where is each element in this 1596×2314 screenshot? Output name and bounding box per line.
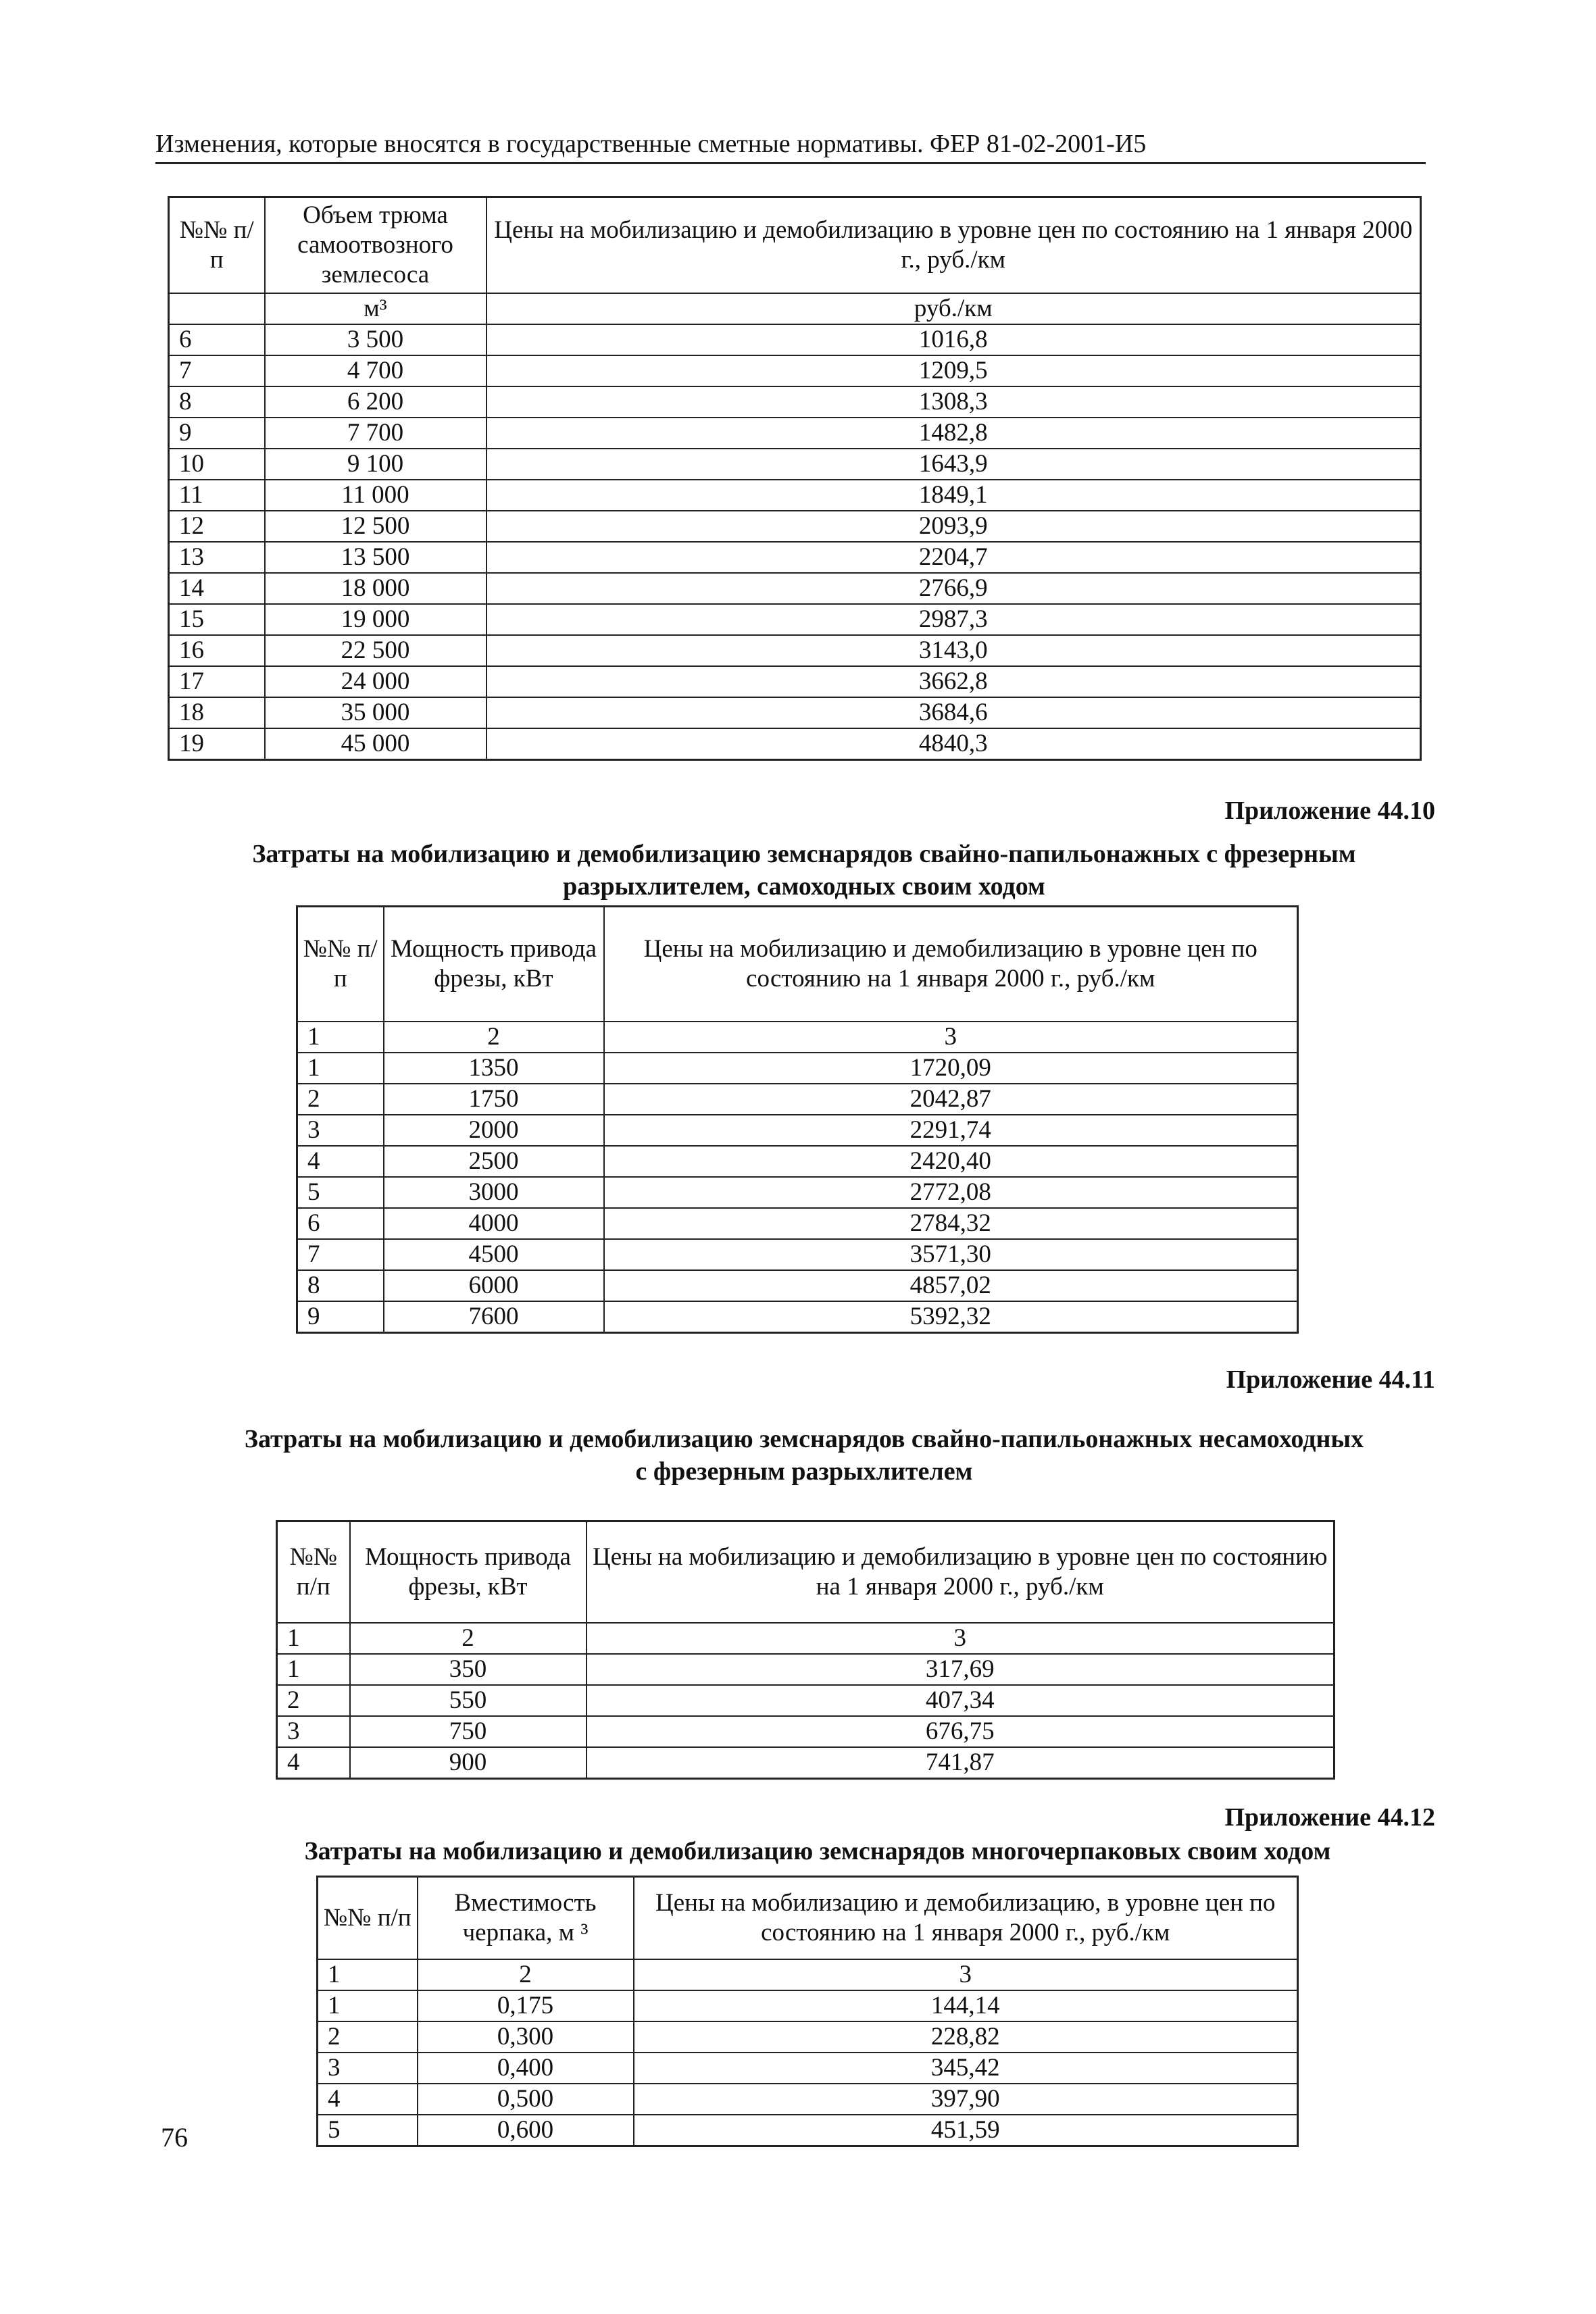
header-num: №№ п/п (169, 197, 265, 293)
cell-num: 13 (169, 542, 265, 573)
cell-num: 5 (318, 2115, 418, 2146)
cell-param: 7 700 (265, 418, 487, 449)
cell-param: 0,300 (418, 2021, 634, 2053)
header-price: Цены на мобилизацию и демобилизацию в уровне цен по состоянию на 1 января 2000 г., руб./км (487, 197, 1421, 293)
cell-param: 550 (350, 1685, 587, 1716)
header-num: №№ п/п (277, 1521, 350, 1623)
table3-body (277, 1654, 1335, 1779)
cell-num: 1 (277, 1654, 350, 1685)
cell-param: 2 (350, 1623, 587, 1654)
cell-num: 18 (169, 697, 265, 728)
cell-num: 7 (297, 1239, 384, 1270)
cell-price: 317,69 (587, 1654, 1335, 1685)
cell-price: 345,42 (634, 2053, 1298, 2084)
cell-param: 1750 (384, 1084, 604, 1115)
cell-price: 2784,32 (604, 1208, 1298, 1239)
cell-param: 1350 (384, 1053, 604, 1084)
header-num: №№ п/п (297, 907, 384, 1022)
cell-price: 1016,8 (487, 324, 1421, 355)
cell-price: 2766,9 (487, 573, 1421, 604)
cell-price: 3662,8 (487, 666, 1421, 697)
table-row (169, 666, 1421, 697)
cell-param: 0,175 (418, 1990, 634, 2021)
appendix-44-11: Приложение 44.11 (1226, 1365, 1435, 1394)
cell-param: 2 (384, 1022, 604, 1053)
cell-num: 10 (169, 449, 265, 480)
page-number: 76 (161, 2122, 188, 2153)
cell-price: 3143,0 (487, 635, 1421, 666)
table-row (297, 1239, 1298, 1270)
title-44-11-line1: Затраты на мобилизацию и демобилизацию земснарядов свайно-папильонажных несамоходных (244, 1425, 1364, 1453)
cell-num: 17 (169, 666, 265, 697)
table-cutter-self-propelled (296, 905, 1299, 1334)
cell-num: 11 (169, 480, 265, 511)
cell-num: 3 (277, 1716, 350, 1747)
table-row (297, 1053, 1298, 1084)
table-row (318, 2053, 1298, 2084)
table-row (169, 418, 1421, 449)
cell-param: 7600 (384, 1301, 604, 1333)
cell-price: 2772,08 (604, 1177, 1298, 1208)
cell-price: 2204,7 (487, 542, 1421, 573)
cell-param: 3000 (384, 1177, 604, 1208)
title-44-11-line2: с фрезерным разрыхлителем (635, 1457, 973, 1486)
header-price: Цены на мобилизацию и демобилизацию, в уровне цен по состоянию на 1 января 2000 г., руб./км (634, 1877, 1298, 1959)
cell-num: 14 (169, 573, 265, 604)
cell-param: 0,600 (418, 2115, 634, 2146)
cell-price: 4857,02 (604, 1270, 1298, 1301)
cell-price: 2987,3 (487, 604, 1421, 635)
table-row (169, 355, 1421, 386)
header-volume: Объем трюма самоотвозного землесоса (265, 197, 487, 293)
header-price: Цены на мобилизацию и демобилизацию в уровне цен по состоянию на 1 января 2000 г., руб./км (604, 907, 1298, 1022)
cell-price: 3684,6 (487, 697, 1421, 728)
cell-num: 4 (318, 2084, 418, 2115)
title-44-12: Затраты на мобилизацию и демобилизацию земснарядов многочерпаковых своим ходом (304, 1837, 1331, 1865)
cell-param: 2500 (384, 1146, 604, 1177)
table-row (297, 1208, 1298, 1239)
table4-body (318, 1990, 1298, 2146)
cell-num: 3 (297, 1115, 384, 1146)
cell-num: 2 (297, 1084, 384, 1115)
cell-param: 350 (350, 1654, 587, 1685)
cell-param: 2 (418, 1959, 634, 1990)
cell-price: 3 (587, 1623, 1335, 1654)
cell-price: 4840,3 (487, 728, 1421, 760)
table-row (169, 511, 1421, 542)
cell-param: 11 000 (265, 480, 487, 511)
cell-num: 2 (318, 2021, 418, 2053)
column-index-row (318, 1959, 1298, 1990)
cell-price: 1209,5 (487, 355, 1421, 386)
table-row (169, 728, 1421, 760)
cell-num: 7 (169, 355, 265, 386)
cell-num: 16 (169, 635, 265, 666)
header-volume-unit: м³ (265, 293, 487, 324)
cell-param: 19 000 (265, 604, 487, 635)
cell-num: 9 (169, 418, 265, 449)
cell-param: 45 000 (265, 728, 487, 760)
cell-param: 24 000 (265, 666, 487, 697)
cell-param: 4 700 (265, 355, 487, 386)
cell-param: 6 200 (265, 386, 487, 418)
cell-price: 228,82 (634, 2021, 1298, 2053)
cell-price: 144,14 (634, 1990, 1298, 2021)
cell-num: 4 (297, 1146, 384, 1177)
table-row (169, 635, 1421, 666)
cell-price: 407,34 (587, 1685, 1335, 1716)
cell-price: 1720,09 (604, 1053, 1298, 1084)
cell-param: 35 000 (265, 697, 487, 728)
header-num-blank (169, 293, 265, 324)
table-row (297, 1301, 1298, 1333)
cell-price: 2042,87 (604, 1084, 1298, 1115)
cell-price: 1849,1 (487, 480, 1421, 511)
cell-param: 18 000 (265, 573, 487, 604)
table-row (318, 2021, 1298, 2053)
cell-param: 2000 (384, 1115, 604, 1146)
table-row (318, 2084, 1298, 2115)
table-row (277, 1685, 1335, 1716)
cell-param: 9 100 (265, 449, 487, 480)
cell-num: 3 (318, 2053, 418, 2084)
cell-param: 13 500 (265, 542, 487, 573)
cell-num: 1 (318, 1959, 418, 1990)
cell-price: 2420,40 (604, 1146, 1298, 1177)
cell-param: 750 (350, 1716, 587, 1747)
cell-num: 8 (169, 386, 265, 418)
cell-param: 12 500 (265, 511, 487, 542)
table-row (297, 1084, 1298, 1115)
cell-num: 9 (297, 1301, 384, 1333)
cell-num: 8 (297, 1270, 384, 1301)
table-row (318, 2115, 1298, 2146)
cell-num: 15 (169, 604, 265, 635)
table-bucket-dredger (316, 1876, 1299, 2147)
table-dredger-volume (168, 196, 1422, 761)
cell-num: 6 (297, 1208, 384, 1239)
table-row (169, 604, 1421, 635)
cell-num: 4 (277, 1747, 350, 1779)
table-row (318, 1990, 1298, 2021)
cell-param: 4500 (384, 1239, 604, 1270)
table4-index-row (318, 1959, 1298, 1990)
cell-price: 741,87 (587, 1747, 1335, 1779)
cell-price: 1308,3 (487, 386, 1421, 418)
table-row (297, 1146, 1298, 1177)
cell-param: 900 (350, 1747, 587, 1779)
header-power: Мощность привода фрезы, кВт (350, 1521, 587, 1623)
cell-price: 1643,9 (487, 449, 1421, 480)
cell-param: 0,400 (418, 2053, 634, 2084)
cell-num: 1 (318, 1990, 418, 2021)
cell-param: 0,500 (418, 2084, 634, 2115)
table-row (169, 542, 1421, 573)
table-row (277, 1654, 1335, 1685)
cell-param: 6000 (384, 1270, 604, 1301)
table-row (277, 1716, 1335, 1747)
header-num: №№ п/п (318, 1877, 418, 1959)
cell-num: 1 (297, 1022, 384, 1053)
table1-body (169, 324, 1421, 760)
cell-num: 12 (169, 511, 265, 542)
header-power: Мощность привода фрезы, кВт (384, 907, 604, 1022)
cell-price: 2291,74 (604, 1115, 1298, 1146)
cell-price: 2093,9 (487, 511, 1421, 542)
cell-num: 2 (277, 1685, 350, 1716)
table-row (169, 573, 1421, 604)
table-row (169, 386, 1421, 418)
cell-num: 5 (297, 1177, 384, 1208)
cell-price: 3 (634, 1959, 1298, 1990)
header-price: Цены на мобилизацию и демобилизацию в уровне цен по состоянию на 1 января 2000 г., руб./км (587, 1521, 1335, 1623)
cell-price: 1482,8 (487, 418, 1421, 449)
header-capacity: Вместимость черпака, м ³ (418, 1877, 634, 1959)
table-row (169, 449, 1421, 480)
cell-price: 397,90 (634, 2084, 1298, 2115)
table3-index-row (277, 1623, 1335, 1654)
table-row (297, 1177, 1298, 1208)
table-row (169, 697, 1421, 728)
table-row (169, 480, 1421, 511)
table-row (297, 1115, 1298, 1146)
title-44-10: Затраты на мобилизацию и демобилизацию земснарядов свайно-папильонажных с фрезерным разрыхлителем, самоходных своим ходом (252, 840, 1356, 901)
cell-price: 3 (604, 1022, 1298, 1053)
cell-num: 19 (169, 728, 265, 760)
appendix-44-10: Приложение 44.10 (1224, 797, 1435, 825)
cell-param: 3 500 (265, 324, 487, 355)
cell-param: 4000 (384, 1208, 604, 1239)
table-row (297, 1270, 1298, 1301)
cell-num: 1 (297, 1053, 384, 1084)
cell-param: 22 500 (265, 635, 487, 666)
table-cutter-non-self-propelled (276, 1520, 1335, 1780)
cell-price: 3571,30 (604, 1239, 1298, 1270)
cell-price: 676,75 (587, 1716, 1335, 1747)
header-price-unit: руб./км (487, 293, 1421, 324)
cell-price: 451,59 (634, 2115, 1298, 2146)
page-header: Изменения, которые вносятся в государственные сметные нормативы. ФЕР 81-02-2001-И5 (155, 128, 1426, 164)
cell-num: 1 (277, 1623, 350, 1654)
cell-num: 6 (169, 324, 265, 355)
appendix-44-12: Приложение 44.12 (1224, 1803, 1435, 1832)
column-index-row (297, 1022, 1298, 1053)
table2-body (297, 1053, 1298, 1333)
table-row (169, 324, 1421, 355)
cell-price: 5392,32 (604, 1301, 1298, 1333)
column-index-row (277, 1623, 1335, 1654)
table-row (277, 1747, 1335, 1779)
table2-index-row (297, 1022, 1298, 1053)
